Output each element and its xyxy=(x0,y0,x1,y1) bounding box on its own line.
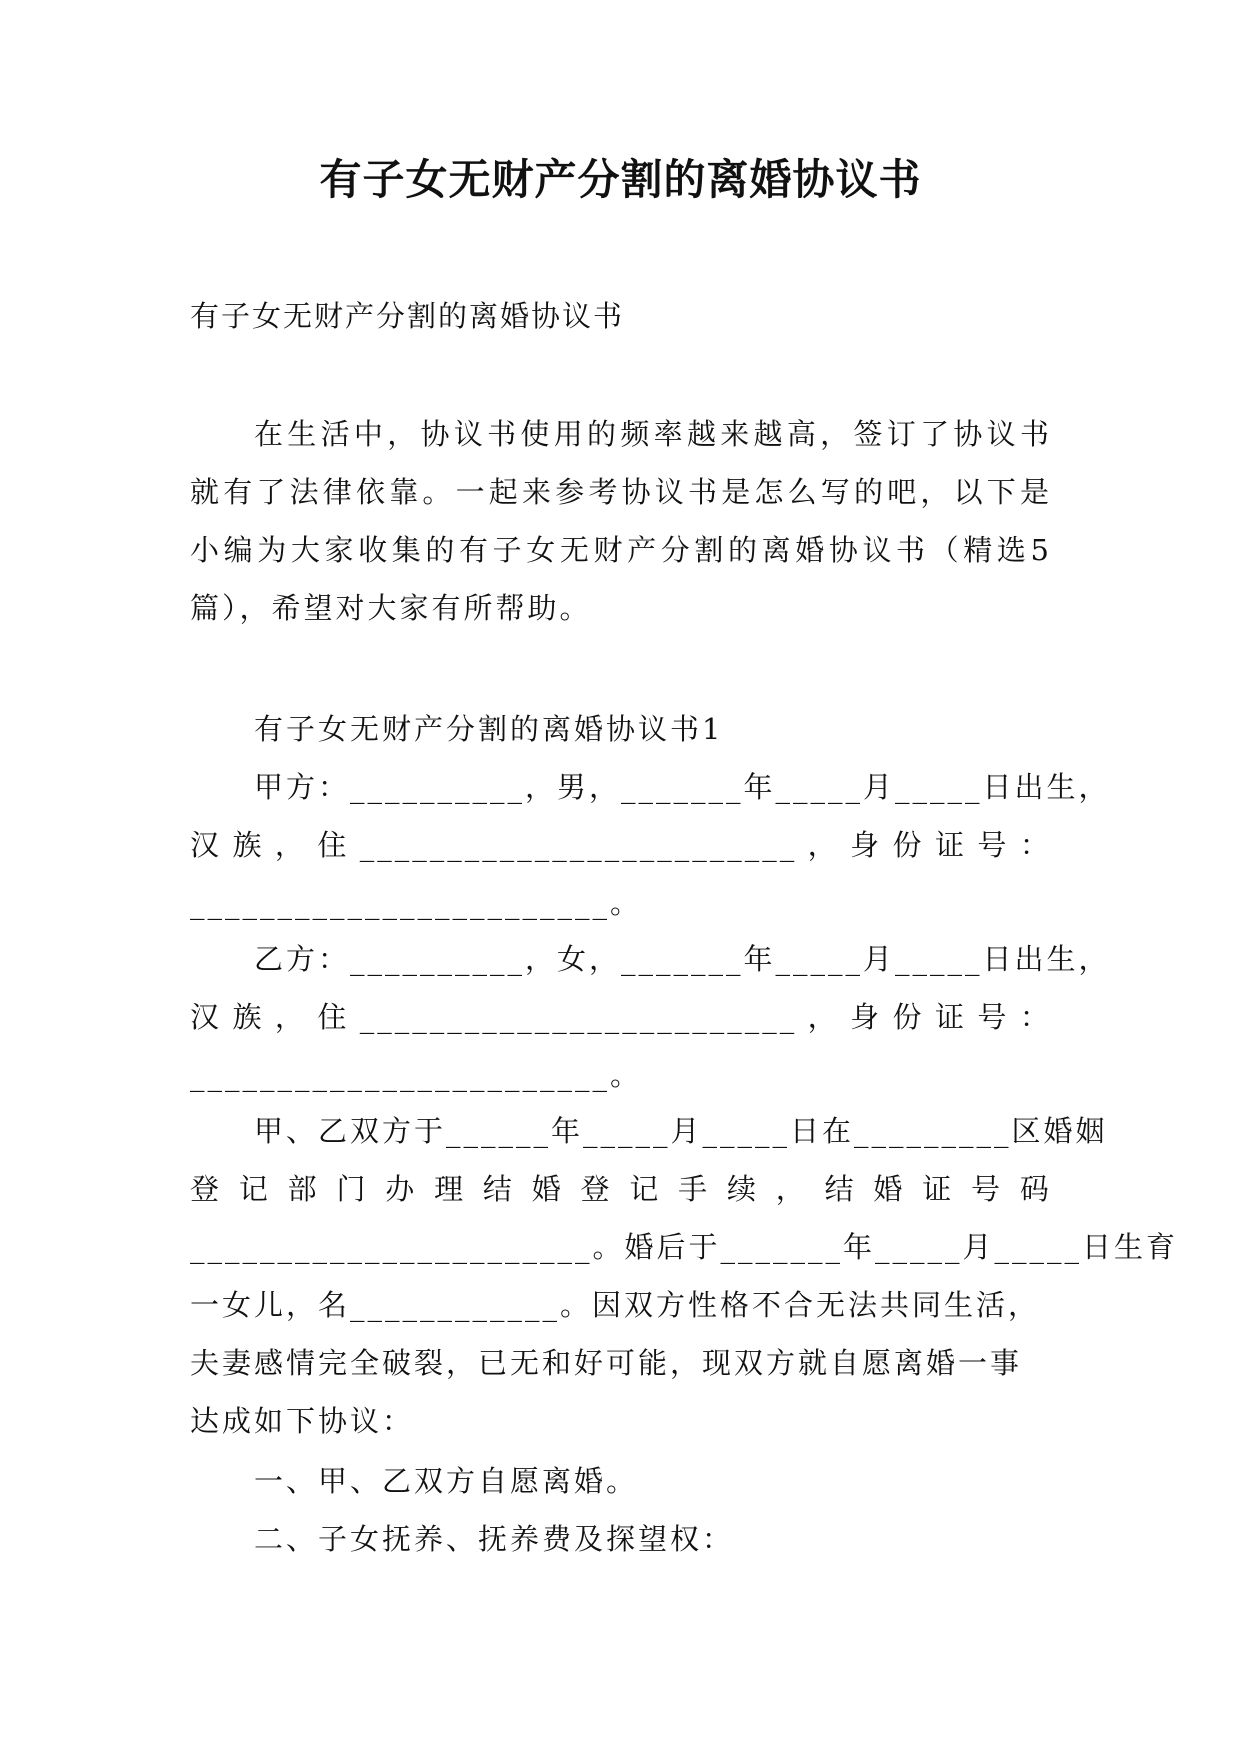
party-a-id-blank: ________________________。 xyxy=(190,886,643,920)
party-b-section xyxy=(190,930,1111,1104)
marriage-line-2-char: ， xyxy=(775,1172,808,1206)
marriage-line-2-char: 办 xyxy=(385,1172,418,1206)
marriage-line-2-char: 号 xyxy=(971,1172,1004,1206)
agreement-1-heading: 有子女无财产分割的离婚协议书1 xyxy=(254,712,724,746)
document-subtitle: 有子女无财产分割的离婚协议书 xyxy=(190,299,625,333)
party-b-line-2-part: 身 xyxy=(850,1000,883,1034)
clause-1: 一、甲、乙双方自愿离婚。 xyxy=(254,1464,639,1498)
party-b-line-2 xyxy=(190,988,1052,1046)
party-b-address-blank: _________________________ xyxy=(359,1000,798,1034)
document-title: 有子女无财产分割的离婚协议书 xyxy=(319,155,922,204)
party-b-line-2-part: ， xyxy=(274,1000,307,1034)
party-a-line-2-part: ： xyxy=(1019,828,1052,862)
clause-2: 二、子女抚养、抚养费及探望权： xyxy=(254,1522,735,1556)
marriage-line-2-char: 证 xyxy=(922,1172,955,1206)
party-a-line-2-part: ， xyxy=(807,828,840,862)
party-a-line-2-part: ， xyxy=(274,828,307,862)
marriage-line-5: 夫妻感情完全破裂，已无和好可能，现双方就自愿离婚一事 xyxy=(190,1346,1023,1380)
party-b-line-2-part: 份 xyxy=(892,1000,925,1034)
marriage-line-2-char: 门 xyxy=(336,1172,369,1206)
party-a-section xyxy=(190,758,1111,932)
marriage-paragraph xyxy=(190,1102,1179,1450)
party-a-line-2-part: 份 xyxy=(892,828,925,862)
marriage-line-2-char: 婚 xyxy=(873,1172,906,1206)
marriage-line-3: _______________________。婚后于_______年_____月_____日生育 xyxy=(190,1230,1179,1264)
marriage-line-6: 达成如下协议： xyxy=(190,1404,415,1438)
marriage-line-2-char: 结 xyxy=(482,1172,515,1206)
marriage-line-2-char: 理 xyxy=(434,1172,467,1206)
marriage-line-2-char: 婚 xyxy=(531,1172,564,1206)
party-a-line-2-part: 证 xyxy=(934,828,967,862)
marriage-line-2-char: 手 xyxy=(678,1172,711,1206)
marriage-line-2-char: 登 xyxy=(190,1172,223,1206)
party-a-line-2-part: 号 xyxy=(977,828,1010,862)
party-b-line-2-part: 汉 xyxy=(190,1000,223,1034)
marriage-line-2-char: 码 xyxy=(1019,1172,1052,1206)
party-a-line-1: 甲方：__________，男，_______年_____月_____日出生， xyxy=(254,770,1111,804)
party-b-line-1: 乙方：__________，女，_______年_____月_____日出生， xyxy=(254,942,1111,976)
party-a-line-2-part: 汉 xyxy=(190,828,223,862)
party-a-line-2 xyxy=(190,816,1052,874)
marriage-line-2-char: 部 xyxy=(287,1172,320,1206)
party-a-line-2-part: 住 xyxy=(317,828,350,862)
marriage-line-2-char: 登 xyxy=(580,1172,613,1206)
party-b-line-2-part: ， xyxy=(807,1000,840,1034)
party-a-line-2-part: 族 xyxy=(232,828,265,862)
marriage-line-2-char: 结 xyxy=(824,1172,857,1206)
party-b-line-2-part: 族 xyxy=(232,1000,265,1034)
intro-paragraph: 在生活中，协议书使用的频率越来越高，签订了协议书就有了法律依靠。一起来参考协议书是怎么写的吧，以下是小编为大家收集的有子女无财产分割的离婚协议书（精选5篇），希望对大家有所帮助。 xyxy=(190,417,1052,625)
marriage-line-2-char: 记 xyxy=(629,1172,662,1206)
marriage-line-2-char: 续 xyxy=(726,1172,759,1206)
party-b-line-2-part: 住 xyxy=(317,1000,350,1034)
marriage-line-2 xyxy=(190,1160,1052,1218)
party-b-line-2-part: ： xyxy=(1019,1000,1052,1034)
party-a-line-2-part: 身 xyxy=(850,828,883,862)
marriage-line-1: 甲、乙双方于______年_____月_____日在_________区婚姻 xyxy=(254,1114,1108,1148)
party-b-line-2-part: 证 xyxy=(934,1000,967,1034)
party-b-id-blank: ________________________。 xyxy=(190,1058,643,1092)
party-b-line-2-part: 号 xyxy=(977,1000,1010,1034)
marriage-line-4: 一女儿，名____________。因双方性格不合无法共同生活， xyxy=(190,1288,1041,1322)
marriage-line-2-char: 记 xyxy=(238,1172,271,1206)
party-a-address-blank: _________________________ xyxy=(359,828,798,862)
